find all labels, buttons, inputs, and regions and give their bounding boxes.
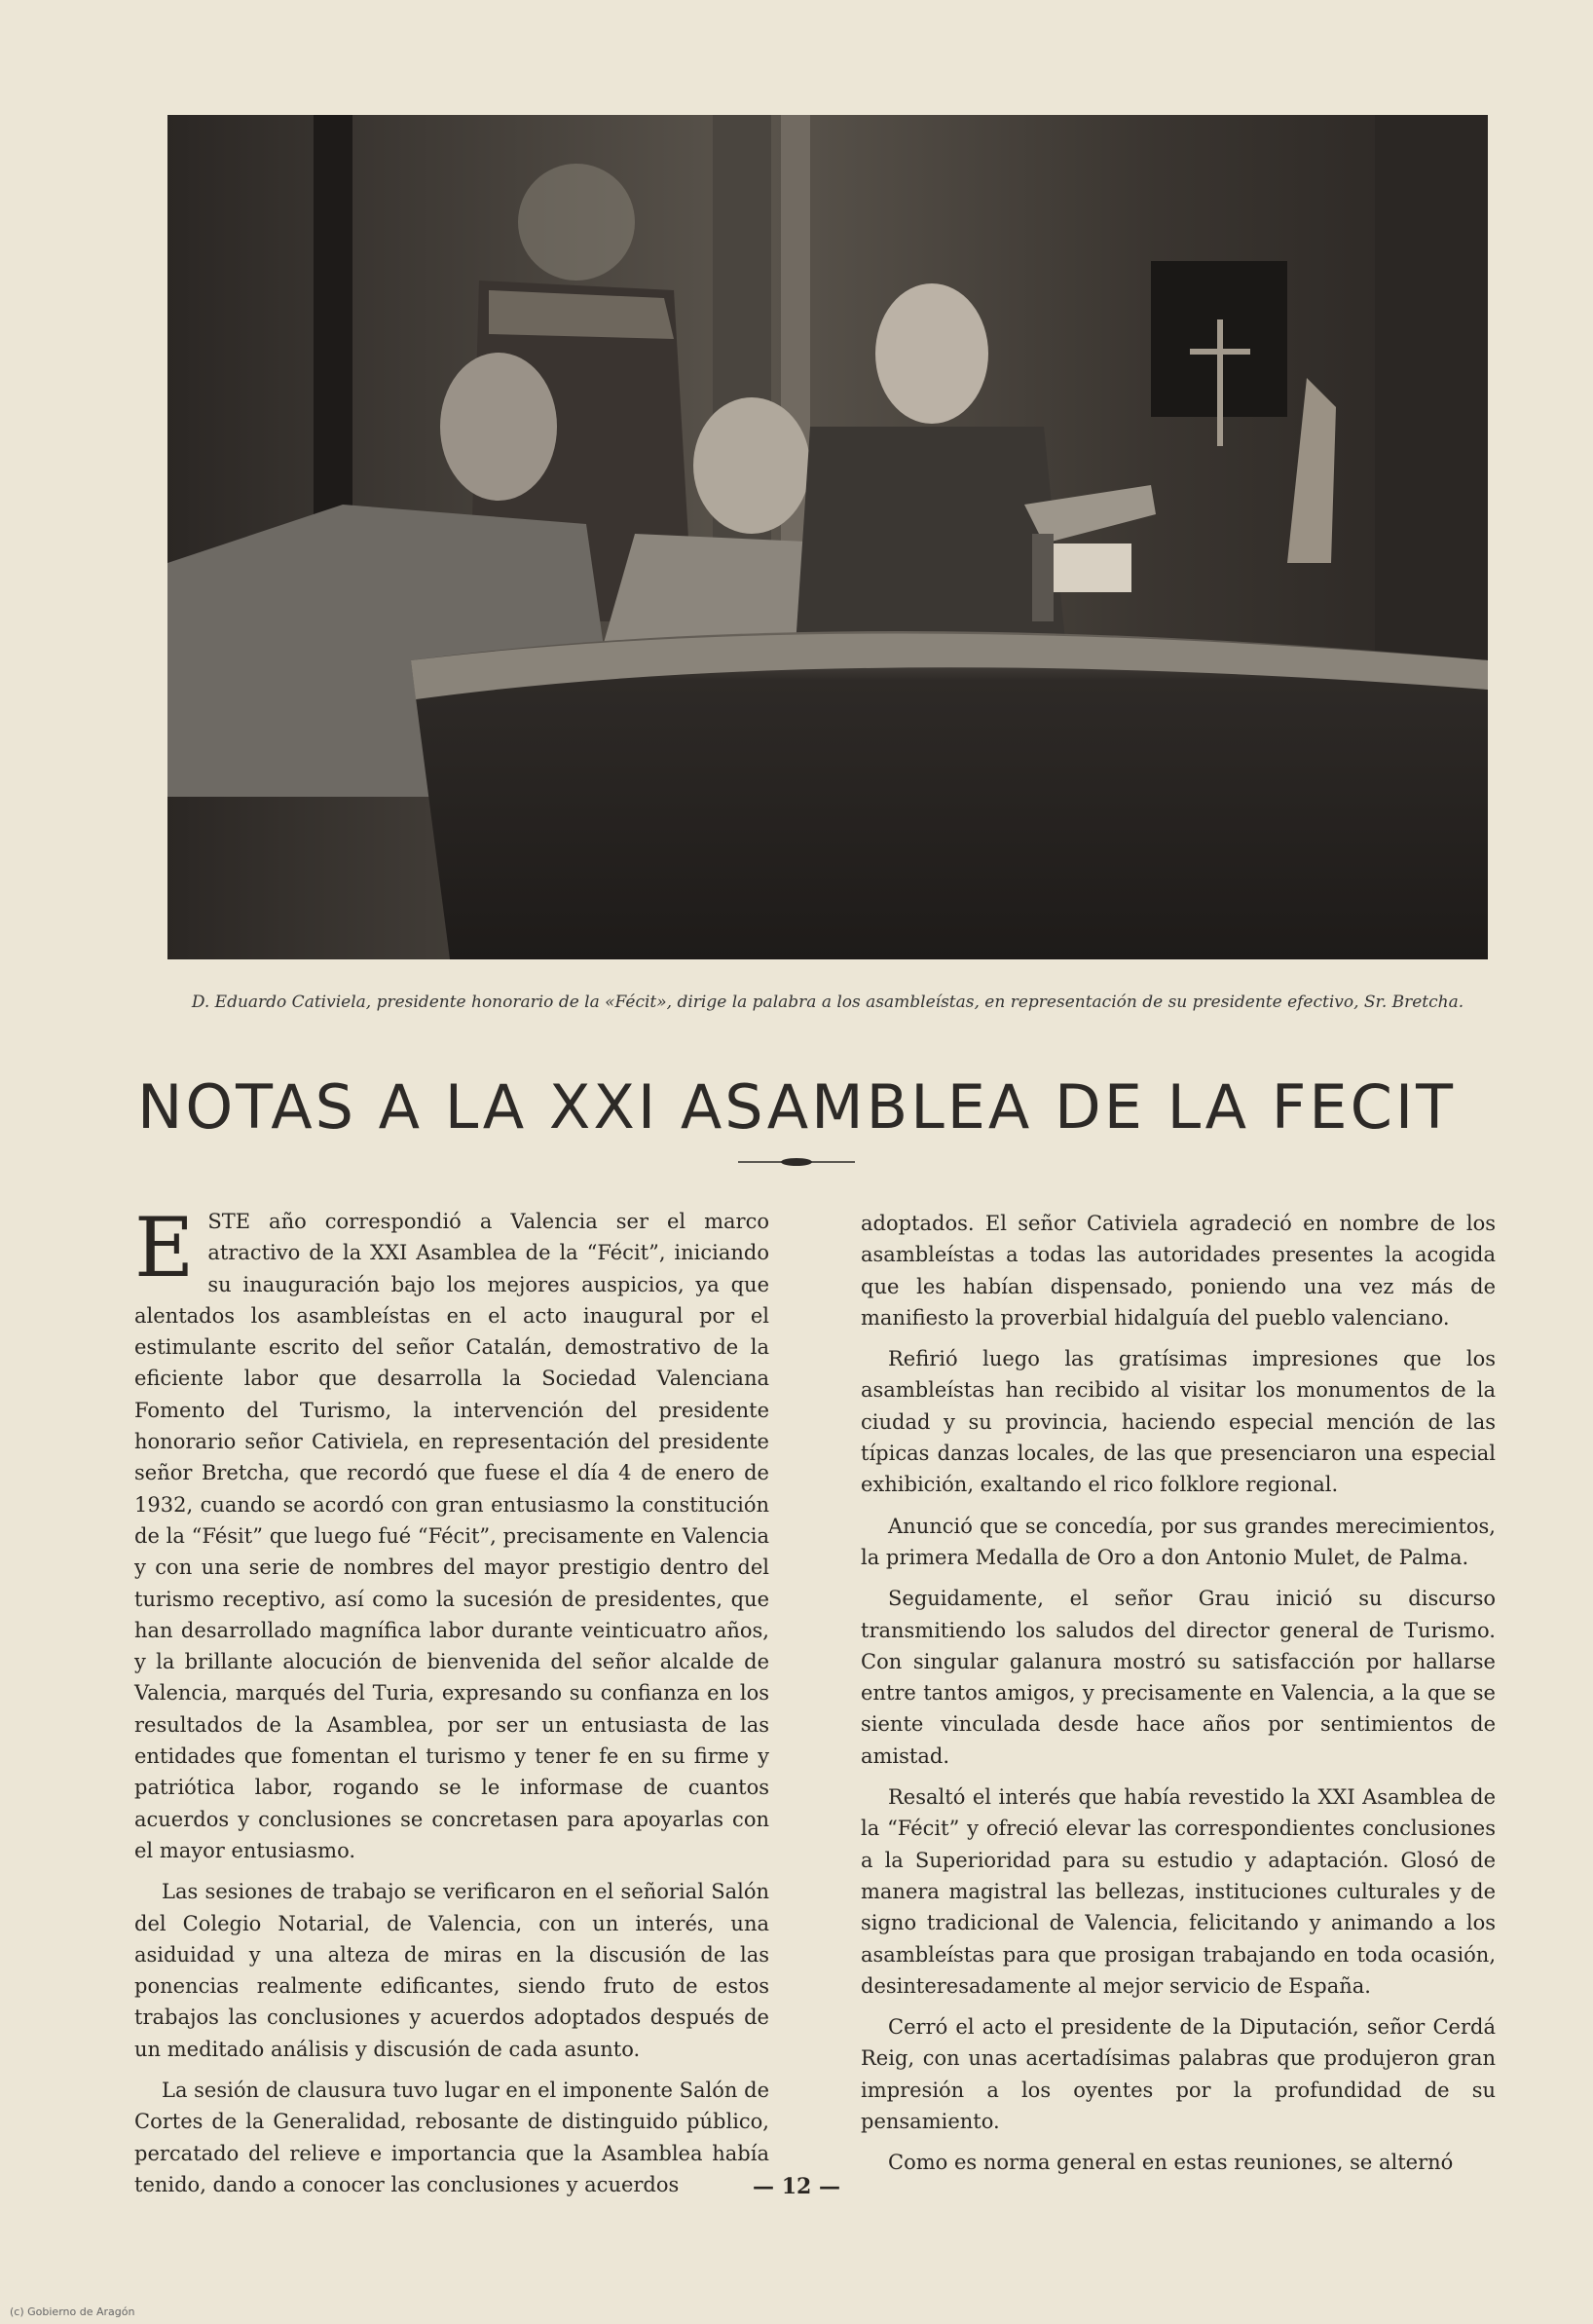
paragraph-10: Como es norma general en estas reuniones, se alternó xyxy=(888,2151,1454,2175)
paragraph-5: Refirió luego las gratísimas impresiones que los asambleístas han recibido al visitar los monumentos de la ciudad y su provincia, haciendo especial mención de las típicas danzas locales, de las que presenciaron una especial exhibición, exaltando el rico folklore regional. xyxy=(861,1347,1496,1497)
paragraph-9: Cerró el acto el presidente de la Diputación, señor Cerdá Reig, con unas acertadísimas palabras que produjeron gran impresión a los oyentes por la profundidad de su pensamiento. xyxy=(861,2015,1496,2134)
article-column-right xyxy=(861,1208,1496,2179)
article-column-left xyxy=(134,1200,769,2200)
paragraph-2: Las sesiones de trabajo se verificaron en el señorial Salón del Colegio Notarial, de Valencia, con un interés, una asiduidad y una alteza de miras en la discusión de las ponencias realmente edificantes, siendo fruto de estos trabajos las conclusiones y acuerdos adoptados después de un meditado análisis y discusión de cada asunto. xyxy=(134,1880,769,2061)
paragraph-1 xyxy=(134,1200,769,1866)
photo-caption: D. Eduardo Cativiela, presidente honorario de la «Fécit», dirige la palabra a los asambleístas, en representación de su presidente efectivo, Sr. Bretcha. xyxy=(191,993,1464,1012)
paragraph-4: adoptados. El señor Cativiela agradeció en nombre de los asambleístas a todas las autoridades presentes la acogida que les habían dispensado, poniendo una vez más de manifiesto la proverbial hidalguía del pueblo valenciano. xyxy=(861,1212,1496,1330)
article-title: NOTAS A LA XXI ASAMBLEA DE LA FECIT xyxy=(136,1071,1457,1143)
photo-scene xyxy=(167,115,1488,959)
article-photo xyxy=(167,115,1488,959)
drop-cap: E xyxy=(134,1200,195,1295)
page-number: — 12 — xyxy=(753,2174,840,2199)
paragraph-6: Anunció que se concedía, por sus grandes merecimientos, la primera Medalla de Oro a don Antonio Mulet, de Palma. xyxy=(861,1514,1496,1569)
paragraph-8: Resaltó el interés que había revestido la XXI Asamblea de la “Fécit” y ofreció elevar las correspondientes conclusiones a la Superioridad para su estudio y adaptación. Glosó de manera magistral las bellezas, instituciones culturales y de signo tradicional de Valencia, felicitando y animando a los asambleístas para que prosigan trabajando en toda ocasión, desinteresadamente al mejor servicio de España. xyxy=(861,1785,1496,1998)
copyright-credit: (c) Gobierno de Aragón xyxy=(10,2305,135,2318)
paragraph-3: La sesión de clausura tuvo lugar en el imponente Salón de Cortes de la Generalidad, rebosante de distinguido público, percatado del relieve e importancia que la Asamblea había tenido, dando a conocer las conclusiones y acuerdos xyxy=(134,2079,769,2196)
title-ornament xyxy=(738,1155,855,1169)
paragraph-7: Seguidamente, el señor Grau inició su discurso transmitiendo los saludos del director general de Turismo. Con singular galanura mostró su satisfacción por hallarse entre tantos amigos, y precisamente en Valencia, a la que se siente vinculada desde hace años por sentimientos de amistad. xyxy=(861,1587,1496,1768)
paragraph-1-text: STE año correspondió a Valencia ser el marco atractivo de la XXI Asamblea de la “Fécit”, iniciando su inauguración bajo los mejores auspicios, ya que alentados los asambleístas en el acto inaugural por el estimulante escrito del señor Catalán, demostrativo de la eficiente labor que desarrolla la Sociedad Valenciana Fomento del Turismo, la intervención del presidente honorario señor Cativiela, en representación del presidente señor Bretcha, que recordó que fuese el día 4 de enero de 1932, cuando se acordó con gran entusiasmo la constitución de la “Fésit” que luego fué “Fécit”, precisamente en Valencia y con una serie de nombres del mayor prestigio dentro del turismo receptivo, así como la sucesión de presidentes, que han desarrollado magnífica labor durante veinticuatro años, y la brillante alocución de bienvenida del señor alcalde de Valencia, marqués del Turia, expresando su confianza en los resultados de la Asamblea, por ser un entusiasta de las entidades que fomentan el turismo y tener fe en su firme y patriótica labor, rogando se le informase de cuantos acuerdos y conclusiones se concretasen para apoyarlas con el mayor entusiasmo. xyxy=(134,1210,769,1862)
